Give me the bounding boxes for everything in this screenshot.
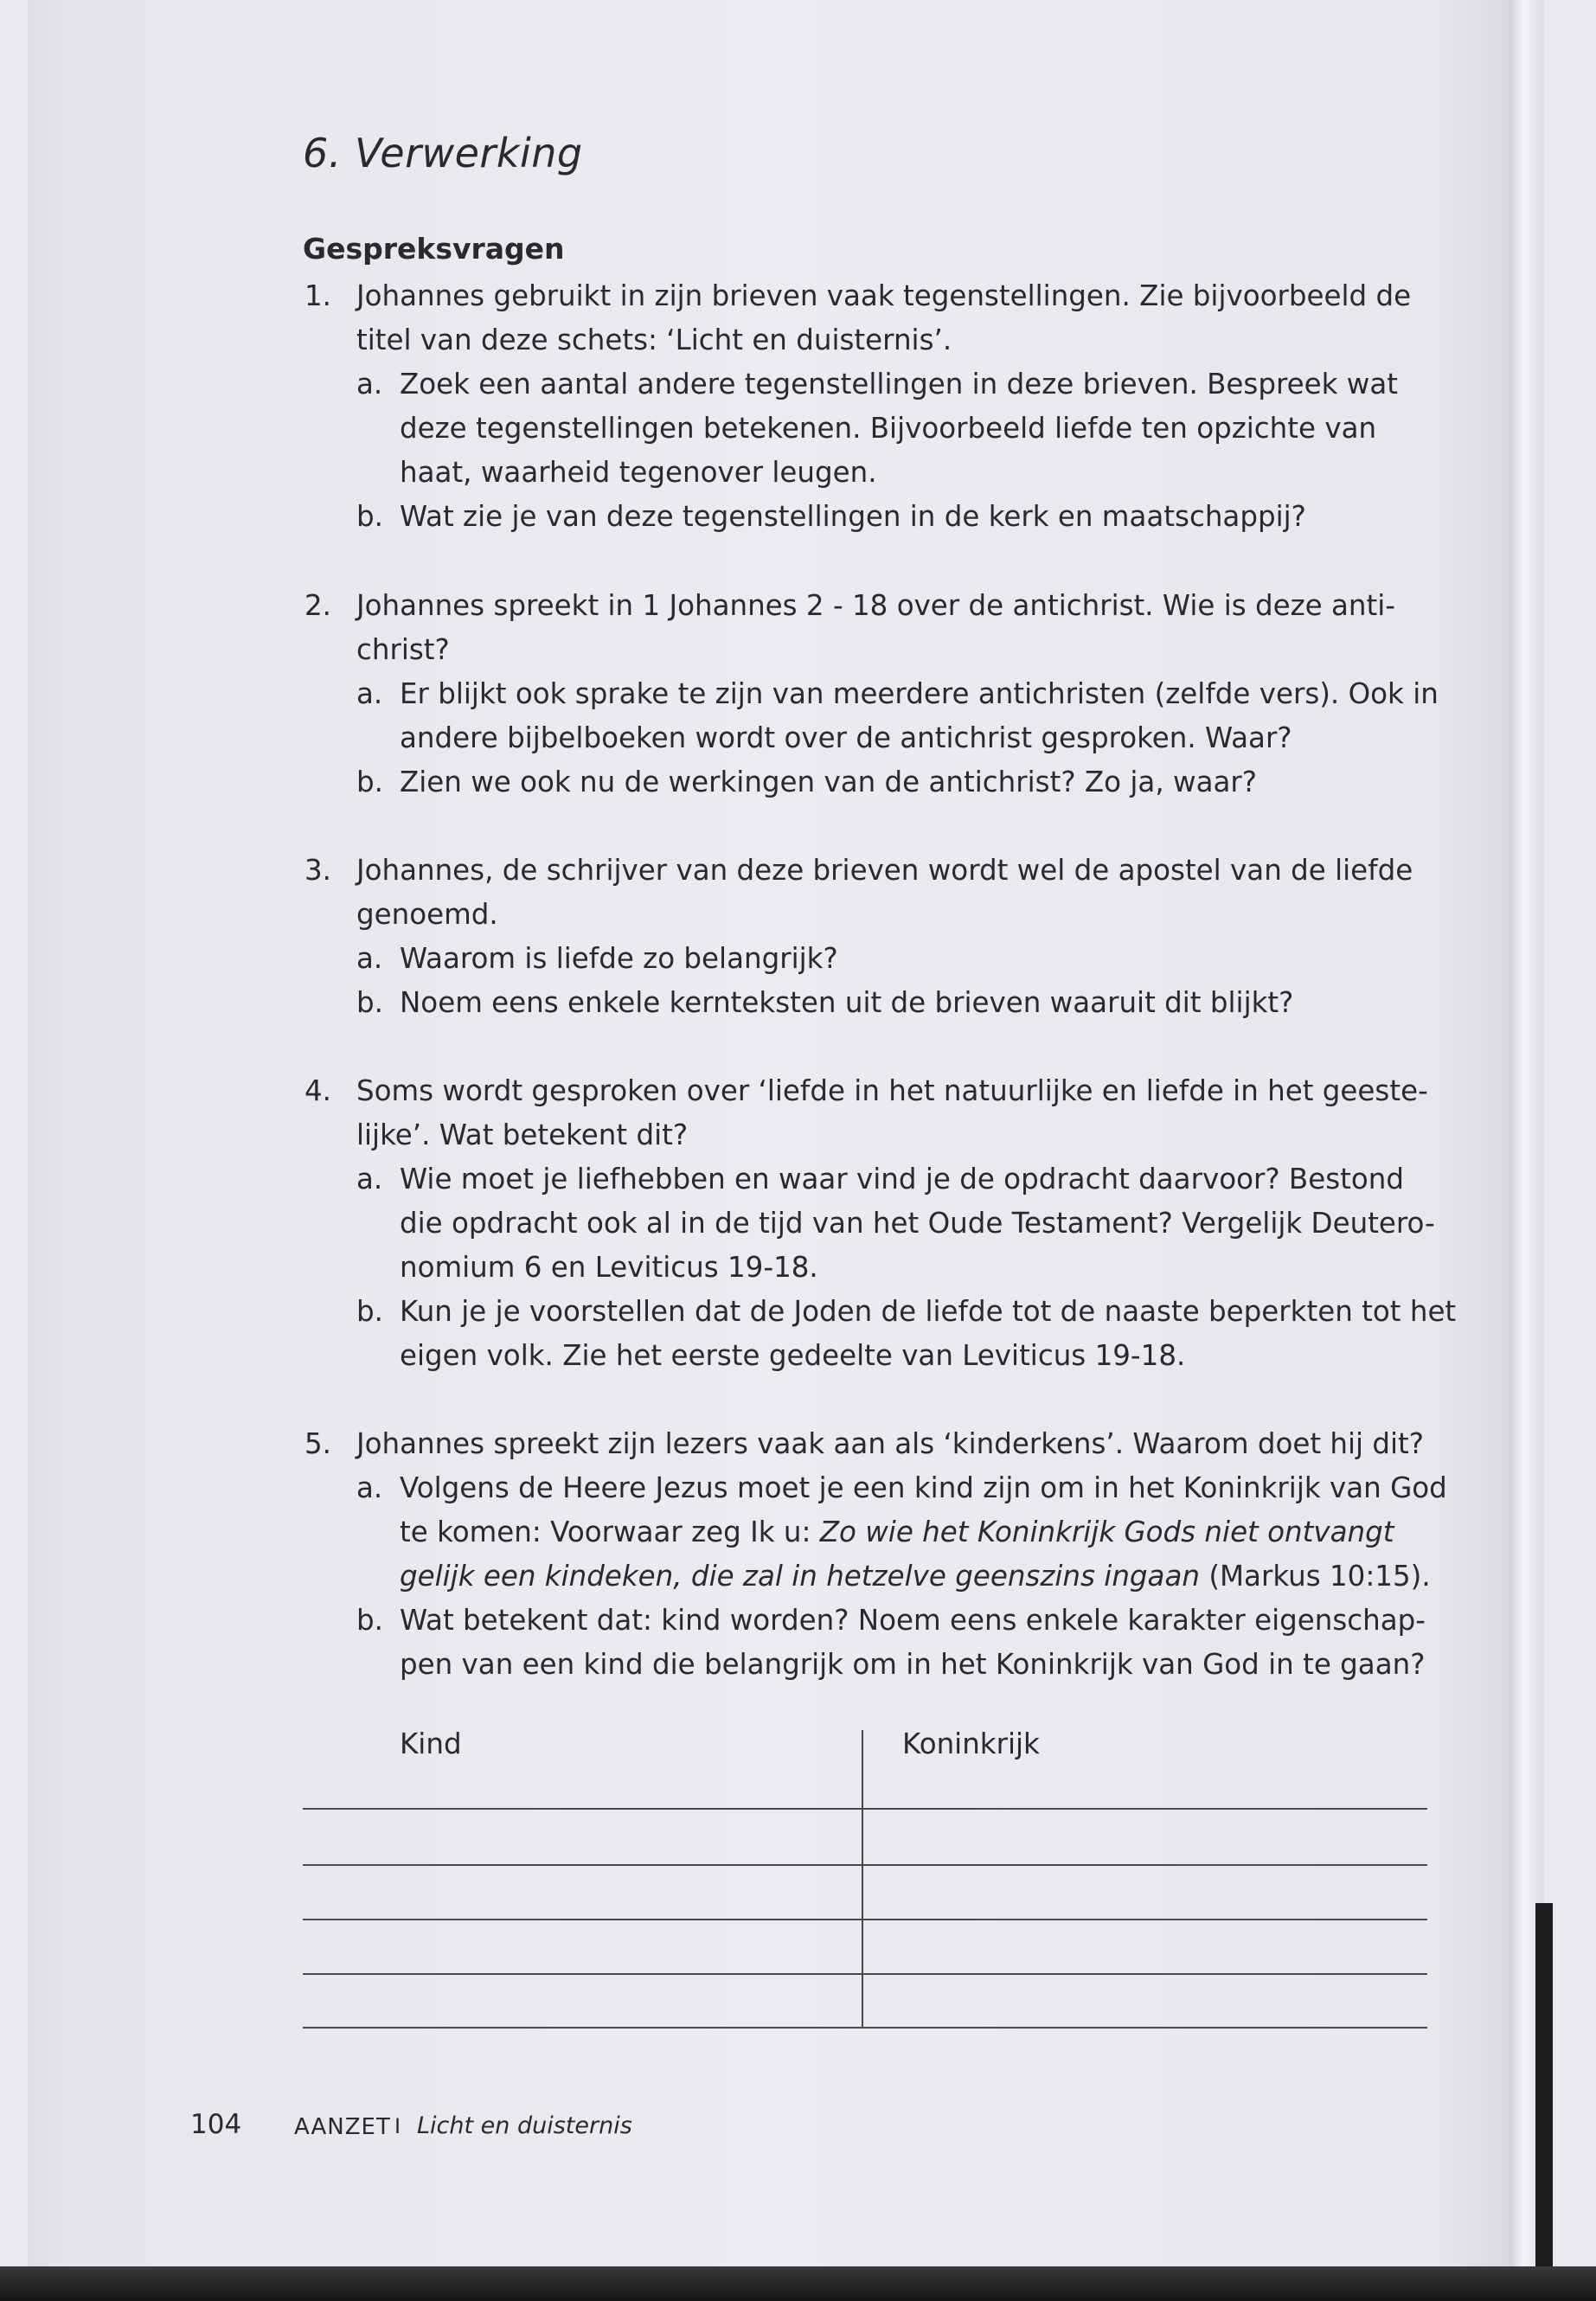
table-row-line [303,1973,1427,1975]
subquestion-text-line: Waarom is liefde zo belangrijk? [400,942,838,975]
subquestion-text-line: Wat zie je van deze tegenstellingen in de kerk en maatschappij? [400,500,1306,533]
question-text-line: Soms wordt gesproken over ‘liefde in het natuurlijke en liefde in het geeste- [356,1074,1428,1107]
page-number: 104 [190,2109,242,2140]
subquestion-text-line: eigen volk. Zie het eerste gedeelte van Leviticus 19-18. [400,1339,1186,1372]
subquestion-letter: b. [356,1295,383,1328]
subquestion-text-line: haat, waarheid tegenover leugen. [400,456,877,489]
question-text-line: Johannes gebruikt in zijn brieven vaak tegenstellingen. Zie bijvoorbeeld de [356,279,1412,312]
scan-bottom-border [0,2266,1596,2301]
footer-series: AANZET [294,2114,391,2140]
question-number: 3. [304,854,332,887]
table-row-line [303,1864,1427,1866]
question-text-line: lijke’. Wat betekent dit? [356,1118,689,1151]
subquestion-letter: b. [356,1604,383,1637]
subquestion-text-line: Er blijkt ook sprake te zijn van meerdere antichristen (zelfde vers). Ook in [400,677,1439,710]
question-number: 4. [304,1074,332,1107]
table-row-line [303,2027,1427,2029]
section-heading: 6. Verwerking [303,130,583,176]
subheading: Gespreksvragen [303,232,565,266]
subquestion-text-line [400,1510,1394,1554]
scripture-reference: (Markus 10:15). [1199,1560,1431,1593]
question-text-line: christ? [356,633,450,666]
subquestion-text-line: deze tegenstellingen betekenen. Bijvoorbeeld liefde ten opzichte van [400,412,1377,445]
question-text-line: Johannes, de schrijver van deze brieven wordt wel de apostel van de liefde [356,854,1413,887]
subquestion-text-line [400,1554,1431,1599]
subquestion-letter: a. [356,1471,383,1504]
table-header-kind: Kind [400,1727,462,1760]
question-text-line: genoemd. [356,898,498,931]
table-row-line [303,1808,1427,1810]
question-text-line: titel van deze schets: ‘Licht en duisternis’. [356,324,952,356]
footer-separator: I [394,2114,401,2138]
subquestion-text-line: Zien we ook nu de werkingen van de antichrist? Zo ja, waar? [400,766,1258,798]
subquestion-letter: a. [356,1163,383,1195]
subquestion-text-line: pen van een kind die belangrijk om in het Koninkrijk van God in te gaan? [400,1648,1426,1681]
subquestion-text-line: die opdracht ook al in de tijd van het Oude Testament? Vergelijk Deutero- [400,1207,1435,1240]
question-number: 5. [304,1427,332,1460]
subquestion-text-line: nomium 6 en Leviticus 19-18. [400,1251,818,1284]
scripture-quote: gelijk een kindeken, die zal in hetzelve geenszins ingaan [400,1560,1200,1593]
subquestion-text-line: Zoek een aantal andere tegenstellingen in deze brieven. Bespreek wat [400,368,1399,401]
subquestion-text-line: andere bijbelboeken wordt over de antichrist gesproken. Waar? [400,721,1292,754]
subquestion-letter: b. [356,766,383,798]
subquestion-letter: b. [356,500,383,533]
subquestion-letter: a. [356,942,383,975]
binding-shadow [1535,1903,1553,2301]
question-text-line: Johannes spreekt zijn lezers vaak aan als ‘kinderkens’. Waarom doet hij dit? [356,1427,1425,1460]
question-number: 1. [304,279,332,312]
question-text-line: Johannes spreekt in 1 Johannes 2 - 18 over de antichrist. Wie is deze anti- [356,589,1396,622]
table-column-divider [862,1730,863,2028]
subquestion-text-line: Wie moet je liefhebben en waar vind je de opdracht daarvoor? Bestond [400,1163,1404,1195]
table-header-koninkrijk: Koninkrijk [902,1727,1040,1760]
scripture-quote: Zo wie het Koninkrijk Gods niet ontvangt [819,1516,1394,1548]
subquestion-text-line: Noem eens enkele kernteksten uit de brieven waaruit dit blijkt? [400,986,1294,1019]
subquestion-letter: a. [356,677,383,710]
question-number: 2. [304,589,332,622]
subquestion-text-line: Wat betekent dat: kind worden? Noem eens enkele karakter eigenschap- [400,1604,1426,1637]
subquestion-text-line: Volgens de Heere Jezus moet je een kind zijn om in het Koninkrijk van God [400,1471,1447,1504]
subquestion-letter: b. [356,986,383,1019]
footer-title: Licht en duisternis [417,2112,632,2139]
table-row-line [303,1919,1427,1920]
subquestion-letter: a. [356,368,383,401]
subquestion-text-line: Kun je je voorstellen dat de Joden de liefde tot de naaste beperkten tot het [400,1295,1457,1328]
plain-text: te komen: Voorwaar zeg Ik u: [400,1516,820,1548]
